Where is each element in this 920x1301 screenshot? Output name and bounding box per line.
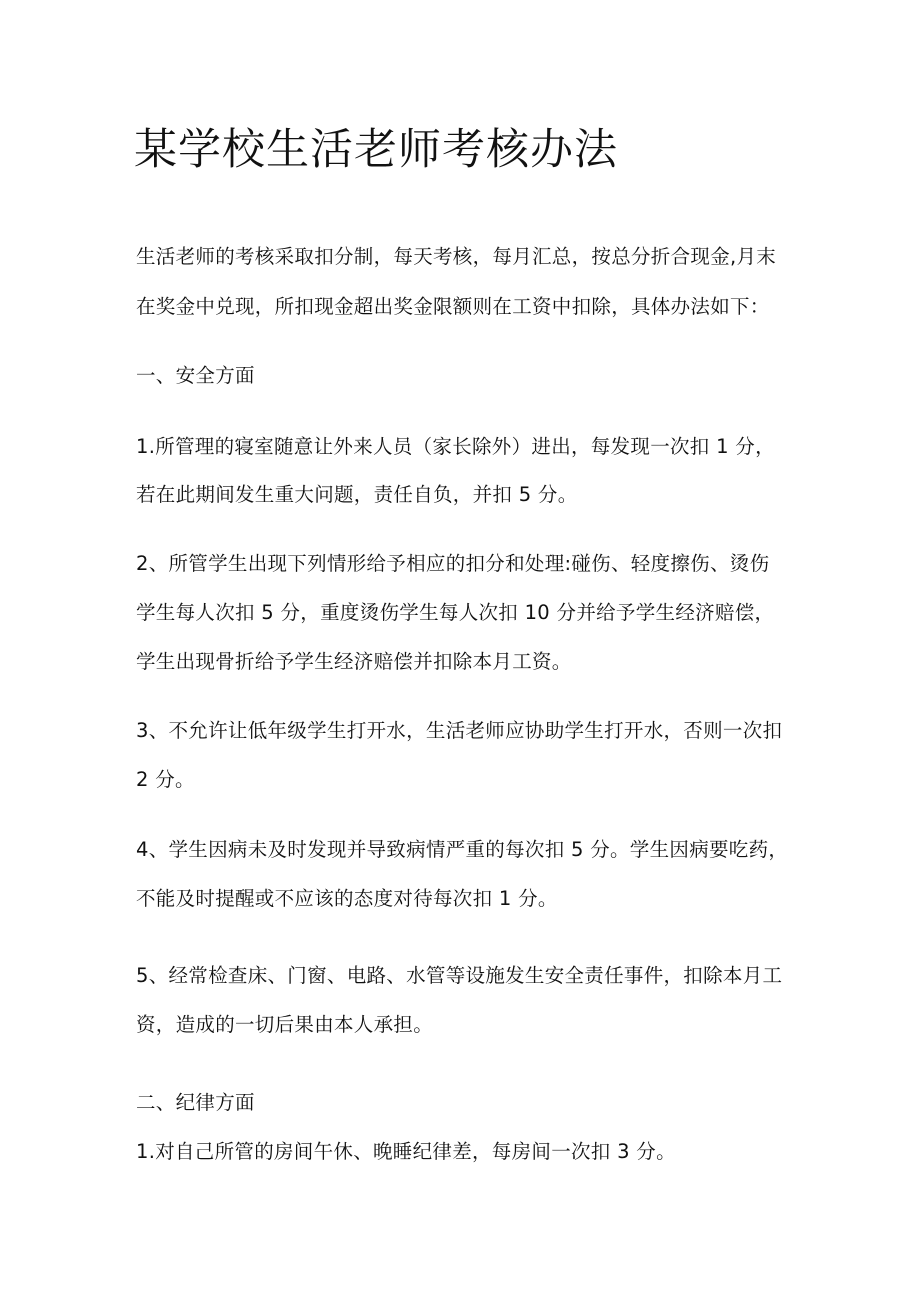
safety-item-2-line-1: 2、所管学生出现下列情形给予相应的扣分和处理:碰伤、轻度擦伤、烫伤 — [136, 552, 770, 575]
section-heading-discipline: 二、纪律方面 — [136, 1091, 255, 1114]
safety-item-4-line-2: 不能及时提醒或不应该的态度对待每次扣 1 分。 — [136, 887, 558, 910]
safety-item-5-line-1: 5、经常检查床、门窗、电路、水管等设施发生安全责任事件，扣除本月工 — [136, 964, 783, 987]
safety-item-1-line-2: 若在此期间发生重大问题，责任自负，并扣 5 分。 — [136, 483, 578, 506]
safety-item-2-line-2: 学生每人次扣 5 分，重度烫伤学生每人次扣 10 分并给予学生经济赔偿， — [136, 601, 775, 624]
safety-item-3-line-2: 2 分。 — [136, 768, 195, 791]
safety-item-3-line-1: 3、不允许让低年级学生打开水，生活老师应协助学生打开水，否则一次扣 — [136, 719, 783, 742]
discipline-item-1-line-1: 1.对自己所管的房间午休、晚睡纪律差，每房间一次扣 3 分。 — [136, 1140, 676, 1163]
intro-line-2: 在奖金中兑现，所扣现金超出奖金限额则在工资中扣除，具体办法如下： — [136, 295, 770, 318]
safety-item-1-line-1: 1.所管理的寝室随意让外来人员（家长除外）进出，每发现一次扣 1 分， — [136, 435, 775, 458]
safety-item-4-line-1: 4、学生因病未及时发现并导致病情严重的每次扣 5 分。学生因病要吃药， — [136, 838, 789, 861]
section-heading-safety: 一、安全方面 — [136, 364, 255, 387]
safety-item-5-line-2: 资，造成的一切后果由本人承担。 — [136, 1013, 434, 1036]
safety-item-2-line-3: 学生出现骨折给予学生经济赔偿并扣除本月工资。 — [136, 650, 572, 673]
document-title: 某学校生活老师考核办法 — [134, 125, 618, 175]
intro-line-1: 生活老师的考核采取扣分制，每天考核，每月汇总，按总分折合现金,月末 — [136, 245, 777, 268]
